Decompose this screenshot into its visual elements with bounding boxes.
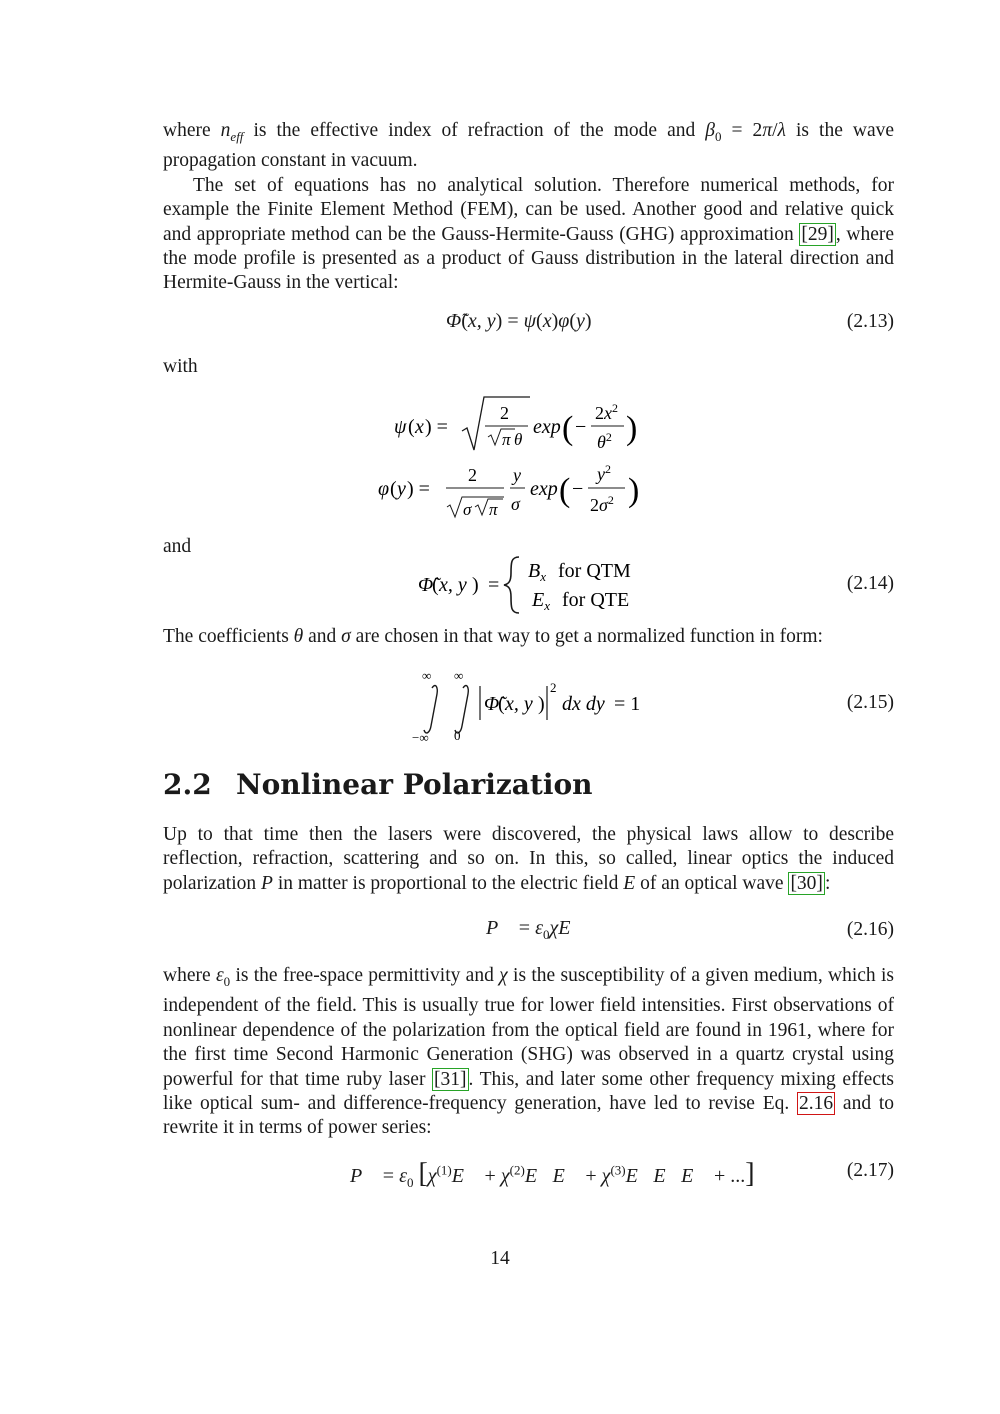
svg-text:−: − (575, 416, 587, 438)
citation-30[interactable]: [30] (790, 872, 823, 894)
svg-text:Bx: $B_x$ (528, 560, 546, 584)
svg-text:2σ2: $2\sigma^2$ (590, 493, 614, 515)
svg-text:x, y: x, y (439, 574, 467, 596)
svg-text:θ: θ (514, 430, 523, 449)
svg-text:) =: ) = (407, 478, 430, 500)
word-and: and (163, 536, 192, 557)
svg-text:x: x (415, 416, 424, 438)
svg-text:−∞: −∞ (412, 730, 429, 745)
paragraph-linear-optics: Up to that time then the lasers were discovered, the physical laws allow to describe reflection, refraction, scattering and so on. In this, so called, linear optics the induced polarization P in matter is proportional to the electric field E of an optical wave [30] : (163, 824, 894, 894)
equation-2-15 (410, 668, 650, 746)
svg-text:): ) (626, 410, 638, 447)
svg-text:): ) (628, 472, 640, 509)
svg-text:(: ( (559, 472, 571, 509)
equation-2-14 (416, 553, 656, 617)
svg-text:ψ: ψ (394, 416, 407, 438)
equation-2-13: Φ̃(x, y) = ψ(x)φ(y) (446, 310, 592, 332)
equation-number-2-16: (2.16) (846, 919, 894, 940)
svg-text:π: π (502, 430, 511, 449)
paragraph-ghg-method: The set of equations has no analytical solution. Therefore numerical methods, for example the Finite Element Method (FEM), can be used. Another good and relative quick and appropriate method can be the Gauss-Hermite-Gauss (GHG) approximation [29] , where the mode profile is presented as a product of Gauss distribution in the lateral direction and Hermite-Gauss in the vertical: (163, 174, 894, 294)
equation-number-2-14: (2.14) (846, 573, 894, 594)
svg-text:dx dy: dx dy (562, 693, 605, 715)
section-title: Nonlinear Polarization (236, 768, 593, 801)
svg-text:exp: exp (533, 416, 561, 438)
equation-psi-phi (370, 395, 670, 525)
svg-text:σ: σ (463, 500, 472, 519)
svg-text:for QTM: for QTM (558, 560, 631, 582)
svg-text:2: 2 (500, 403, 509, 423)
svg-text:θ2: $\theta^2$ (597, 430, 612, 452)
svg-text:2: 2 (550, 680, 557, 695)
svg-text:−: − (572, 478, 584, 500)
svg-text:y2: $y^2$ (597, 462, 611, 484)
svg-text:Φ̃: Φ̃ (418, 574, 434, 596)
intro-text (163, 119, 894, 296)
svg-text:= 1: = 1 (614, 693, 641, 715)
equation-2-16: P⃗ = $\varepsilon_0\chi E⃗$ (486, 917, 587, 942)
paragraph-propagation-constant: where $n_{eff}$ is the effective index of refraction of the mode and $\beta_0 = 2\pi/\lambda$ is the wave propagation constant in vacuum. (163, 120, 895, 172)
svg-text:2x2: $2x^2$ (595, 401, 618, 423)
citation-31[interactable]: [31] (434, 1068, 467, 1090)
svg-text:(: ( (408, 416, 415, 438)
equation-number-2-13: (2.13) (846, 311, 894, 332)
svg-text:x, y: x, y (505, 693, 533, 715)
svg-text:∞: ∞ (454, 668, 464, 683)
svg-text:φ: φ (378, 478, 390, 500)
citation-29[interactable]: [29] (801, 223, 834, 245)
svg-text:for QTE: for QTE (562, 589, 630, 611)
equation-2-17: P⃗ = $\varepsilon_0$ [$\chi^{(1)}E⃗$ + $\chi^{(2)}E⃗E⃗$ + $\chi^{(3)}E⃗E⃗E⃗$ + ...] (350, 1158, 755, 1190)
equation-number-2-17: (2.17) (846, 1160, 894, 1181)
section-heading (163, 768, 593, 801)
svg-text:0: 0 (454, 728, 461, 743)
svg-text:=: = (488, 574, 500, 596)
equation-number-2-15: (2.15) (846, 692, 894, 713)
svg-text:σ: σ (511, 494, 520, 514)
equation-reference-2-16[interactable]: 2.16 (799, 1092, 834, 1114)
svg-text:y: y (513, 465, 521, 485)
svg-text:Φ̃: Φ̃ (484, 693, 500, 715)
svg-text:(: ( (390, 478, 397, 500)
paragraph-nonlinear-history: where $\varepsilon_0$ is the free-space permittivity and χ is the susceptibility of a given medium, which is independent of the field. This is usually true for lower field intensities. First observations of nonlinear dependence of the polarization from the optical field are found in 1961, where for the first time Second Harmonic Generation (SHG) was observed in a quartz crystal using powerful for that time ruby laser [31] . This, and later some other frequency mixing effects like optical sum- and difference-frequency generation, have led to revise Eq. 2.16 and to rewrite it in terms of power series: (163, 965, 895, 1139)
svg-text:π: π (489, 500, 498, 519)
svg-text:(: ( (432, 574, 439, 596)
svg-text:(: ( (498, 693, 505, 715)
svg-text:Ex: $E_x$ (532, 589, 550, 613)
svg-text:) =: ) = (425, 416, 448, 438)
svg-text:2: 2 (468, 465, 477, 485)
page-number: 14 (490, 1248, 510, 1269)
svg-text:∞: ∞ (422, 668, 432, 683)
section-number: 2.2 (163, 768, 212, 801)
svg-text:exp: exp (530, 478, 558, 500)
word-with: with (163, 356, 198, 377)
svg-text:(: ( (562, 410, 574, 447)
svg-text:): ) (538, 693, 545, 715)
svg-text:y: y (397, 478, 406, 500)
paragraph-coefficients: The coefficients θ and σ are chosen in that way to get a normalized function in form: (163, 626, 823, 647)
svg-text:): ) (472, 574, 479, 596)
